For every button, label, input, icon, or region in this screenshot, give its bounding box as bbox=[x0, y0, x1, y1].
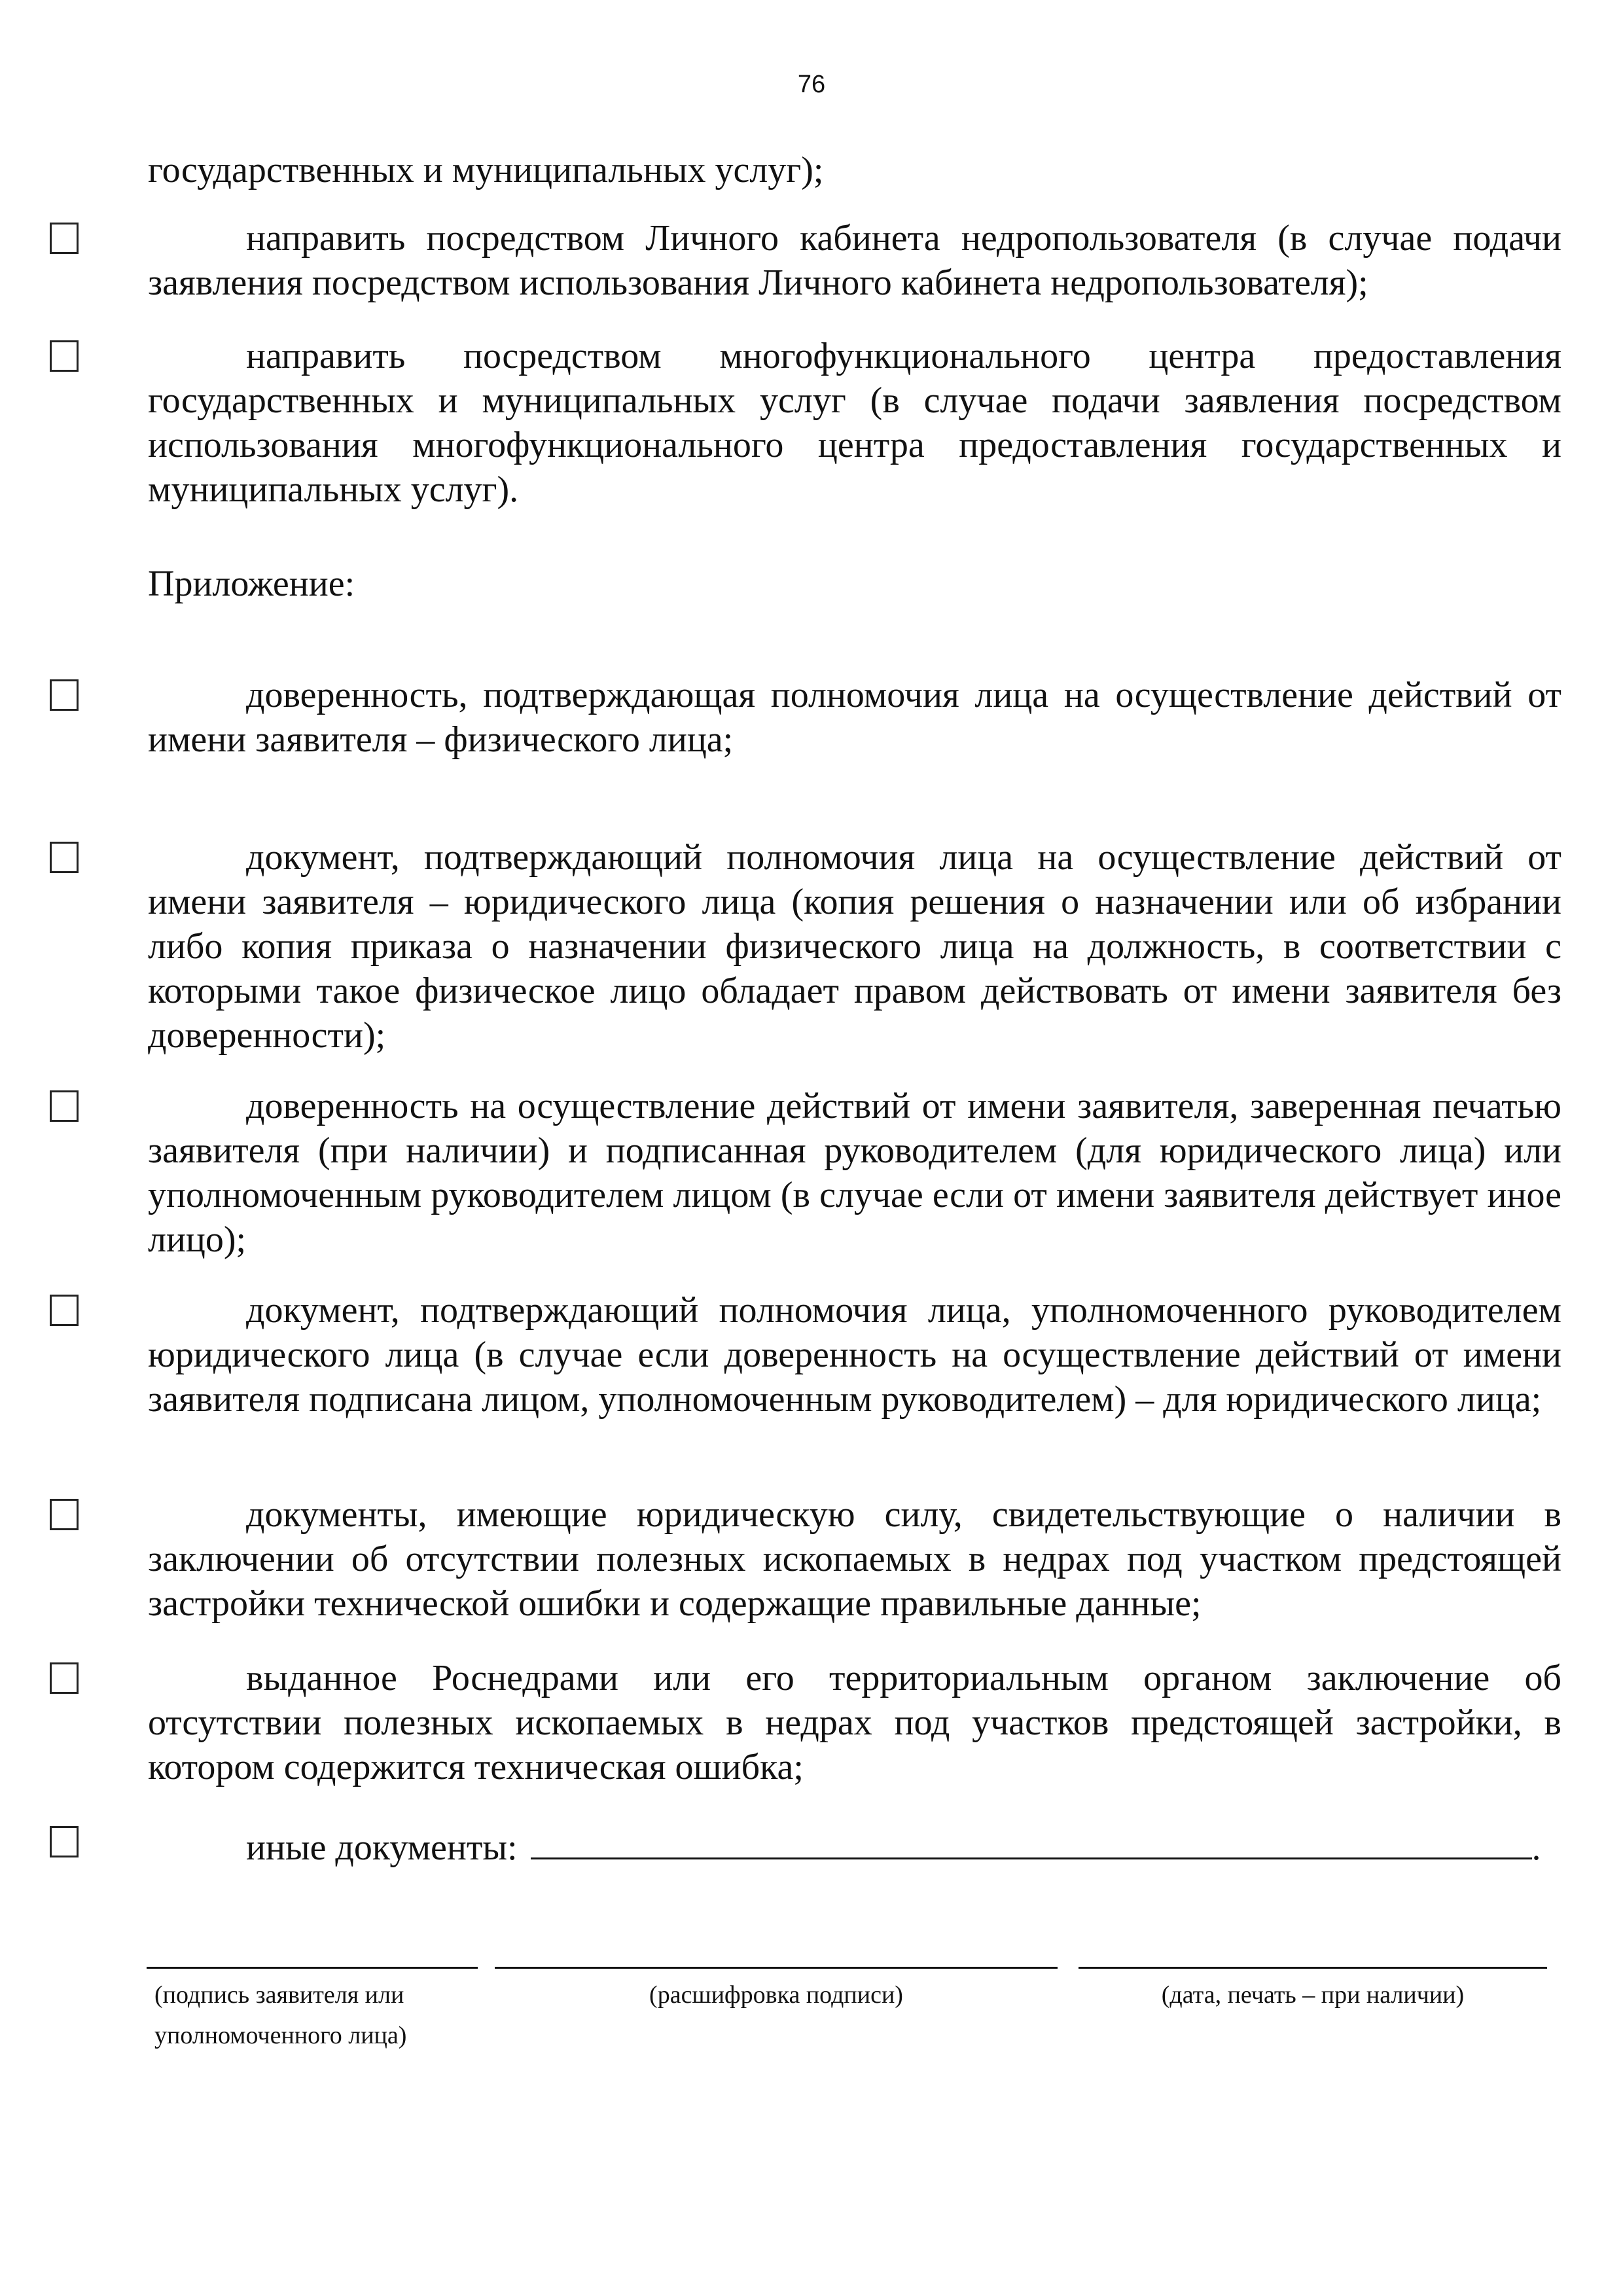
delivery-option-personal-cabinet: направить посредством Личного кабинета недропользователя (в случае подачи заявления посредством использования Личного кабинета недропользователя); bbox=[148, 216, 1561, 305]
checkbox-icon[interactable] bbox=[50, 1295, 79, 1326]
attachment-item: документ, подтверждающий полномочия лица, уполномоченного руководителем юридического лица (в случае если доверенность на осуществление действий от имени заявителя подписана лицом, уполномоченным руководителем) – для юридического лица; bbox=[148, 1288, 1561, 1422]
date-line[interactable] bbox=[1079, 1967, 1547, 1969]
attachment-item: доверенность на осуществление действий от имени заявителя, заверенная печатью заявителя (при наличии) и подписанная руководителем (для юридического лица) или уполномоченным руководителем лицом (в случае если от имени заявителя действует иное лицо); bbox=[148, 1084, 1561, 1262]
checkbox-icon[interactable] bbox=[50, 340, 79, 372]
attachment-item: доверенность, подтверждающая полномочия лица на осуществление действий от имени заявителя – физического лица; bbox=[148, 673, 1561, 762]
other-documents-input[interactable] bbox=[531, 1820, 1532, 1859]
checkbox-icon[interactable] bbox=[50, 1826, 79, 1857]
attachments-heading: Приложение: bbox=[148, 564, 355, 604]
delivery-option-mfc: направить посредством многофункционального центра предоставления государственных и муниципальных услуг (в случае подачи заявления посредством использования многофункционального центра предоставления государственных и муниципальных услуг). bbox=[148, 334, 1561, 512]
checkbox-icon[interactable] bbox=[50, 842, 79, 873]
checkbox-icon[interactable] bbox=[50, 1499, 79, 1530]
checkbox-icon[interactable] bbox=[50, 1662, 79, 1694]
attachment-item: документ, подтверждающий полномочия лица на осуществление действий от имени заявителя – юридического лица (копия решения о назначении или об избрании либо копия приказа о назначении физического лица на должность, в соответствии с которыми такое физическое лицо обладает правом действовать от имени заявителя без доверенности); bbox=[148, 835, 1561, 1058]
intro-tail: государственных и муниципальных услуг); bbox=[148, 150, 824, 190]
checkbox-icon[interactable] bbox=[50, 679, 79, 711]
checkbox-icon[interactable] bbox=[50, 1090, 79, 1122]
attachment-item: документы, имеющие юридическую силу, свидетельствующие о наличии в заключении об отсутствии полезных ископаемых в недрах под участком предстоящей застройки технической ошибки и содержащие правильные данные; bbox=[148, 1492, 1561, 1626]
page-number: 76 bbox=[797, 71, 826, 98]
decryption-line[interactable] bbox=[495, 1967, 1058, 1969]
checkbox-icon[interactable] bbox=[50, 223, 79, 254]
other-documents-item: иные документы: . bbox=[148, 1820, 1561, 1870]
decryption-caption: (расшифровка подписи) bbox=[649, 1981, 903, 2009]
signature-caption: (подпись заявителя или уполномоченного лица) bbox=[154, 1981, 407, 2049]
signature-line[interactable] bbox=[147, 1967, 478, 1969]
attachment-item: выданное Роснедрами или его территориальным органом заключение об отсутствии полезных ископаемых в недрах под участков предстоящей застройки, в котором содержится техническая ошибка; bbox=[148, 1656, 1561, 1789]
date-caption: (дата, печать – при наличии) bbox=[1161, 1981, 1465, 2009]
